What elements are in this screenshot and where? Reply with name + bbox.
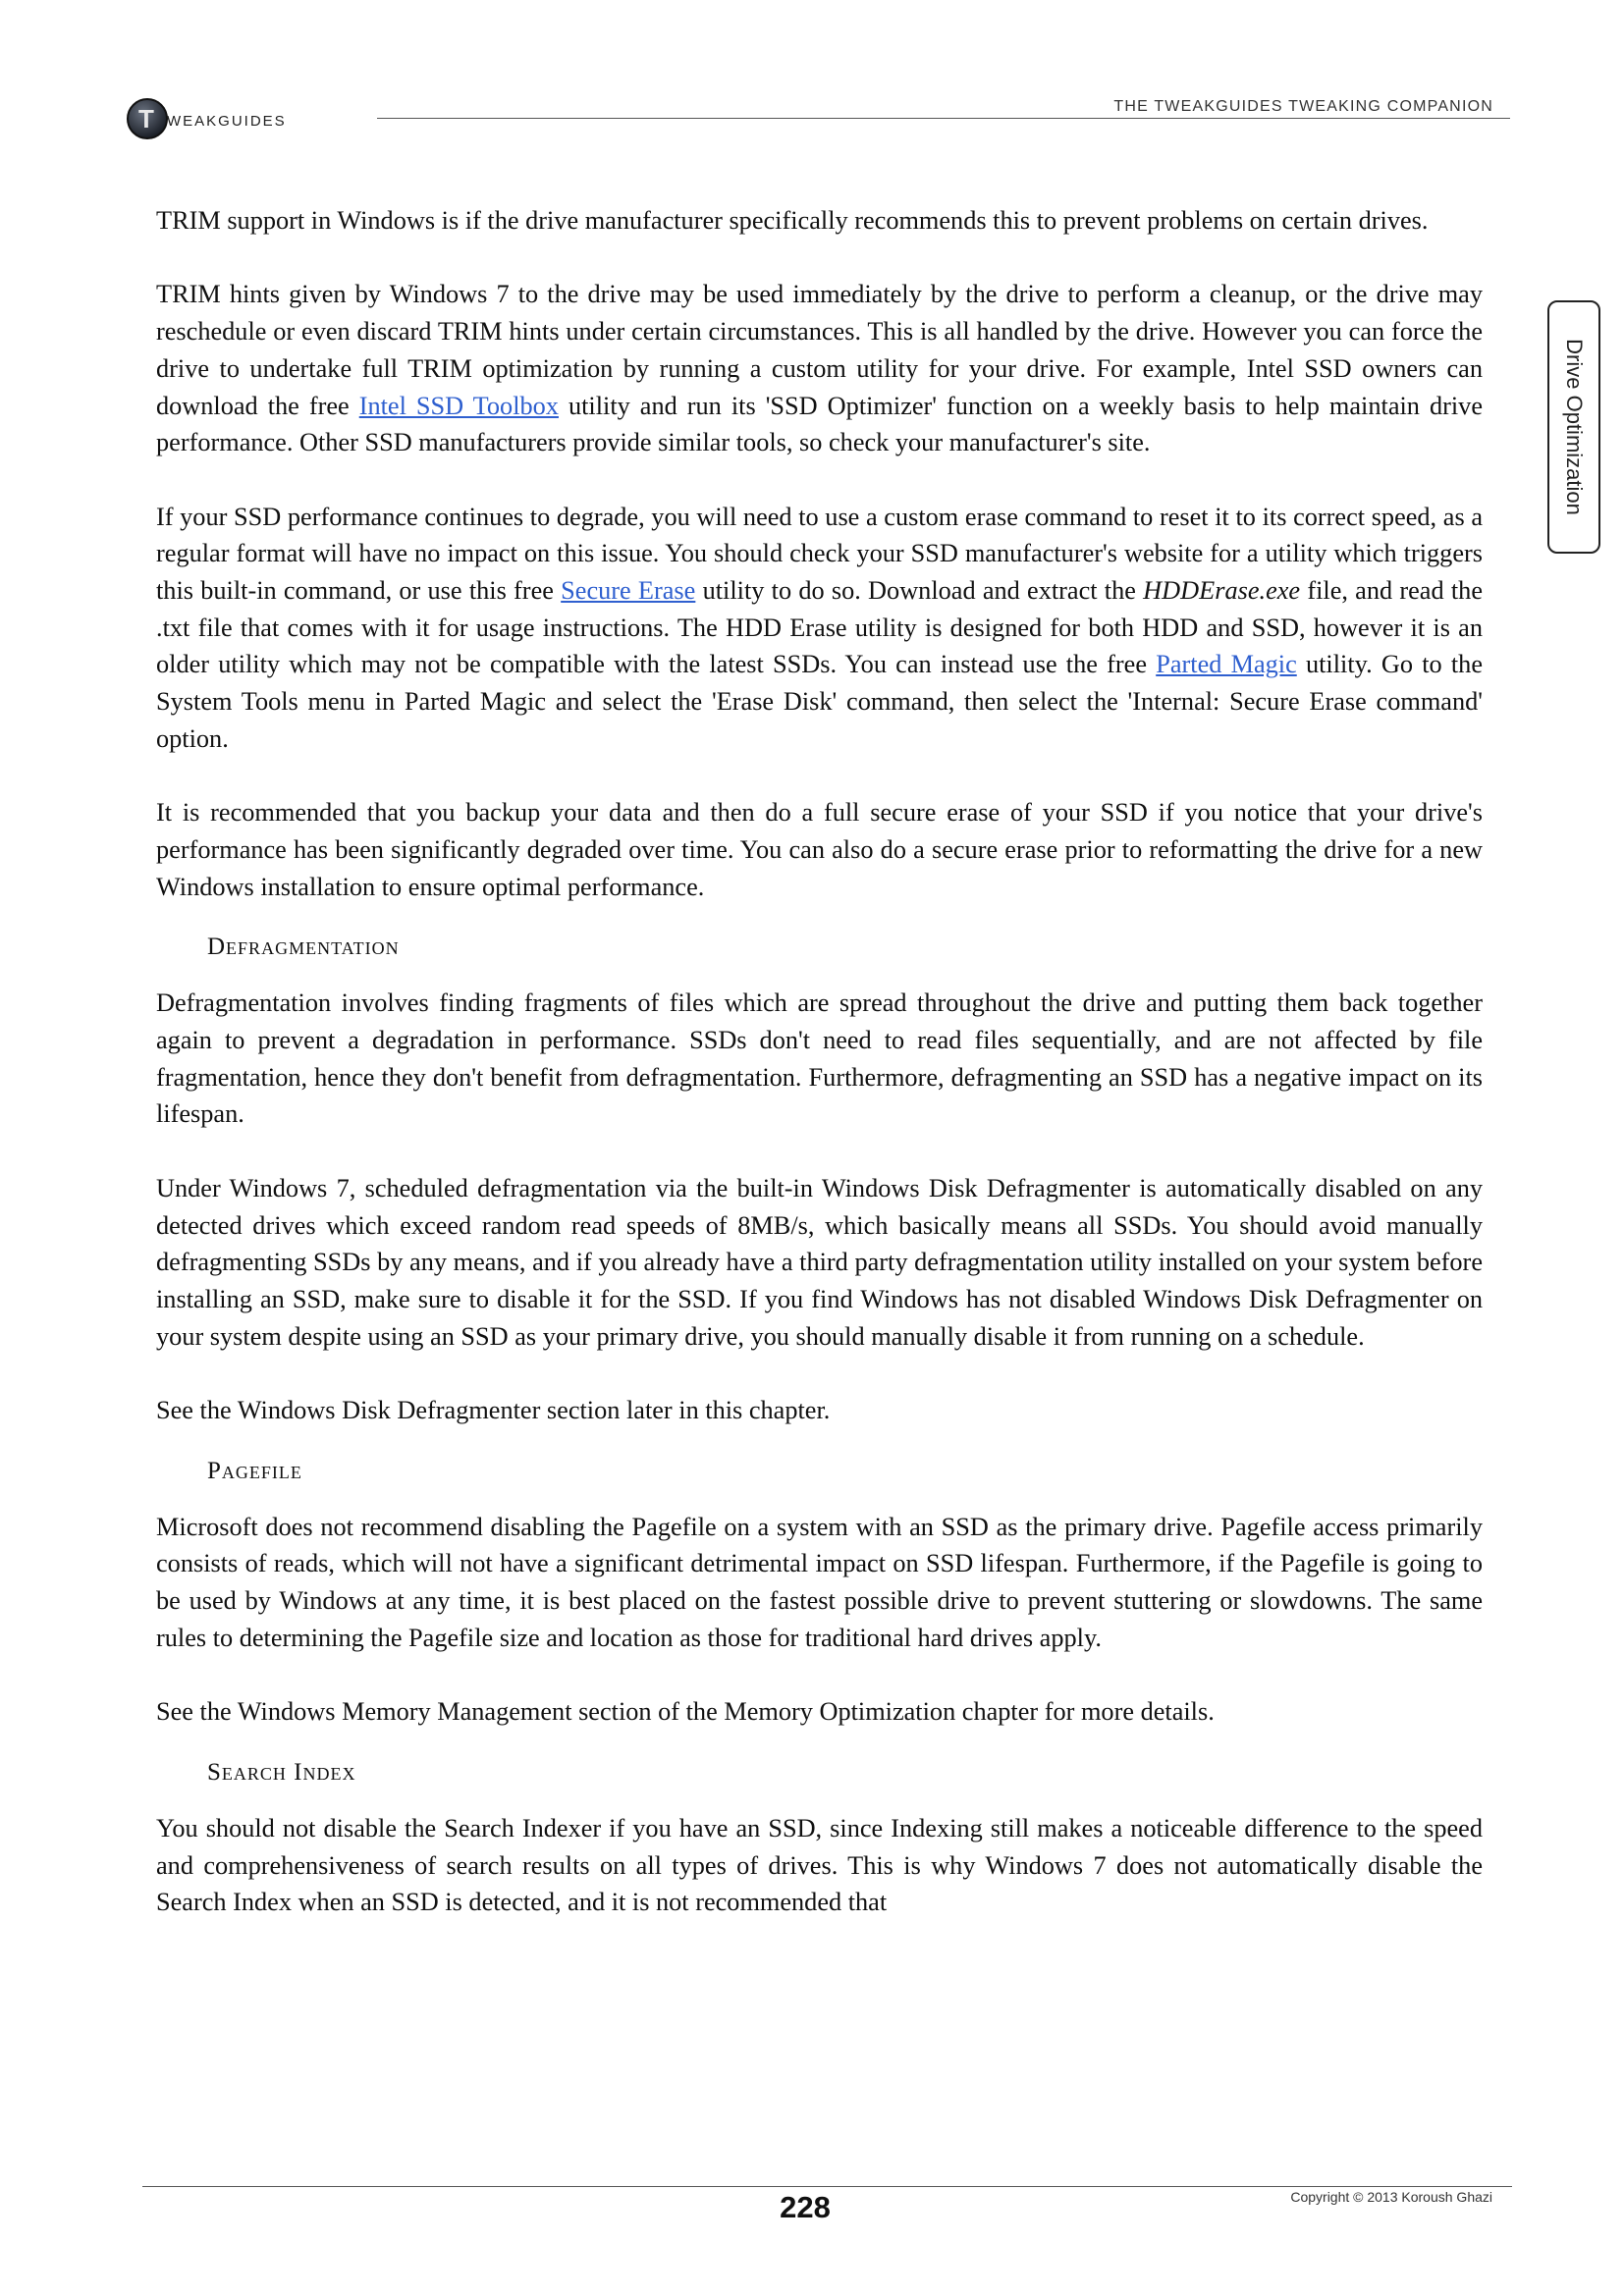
text-run: file, and read the .txt file that comes with it for usage instructions. The HDD Erase utility is designed for both HDD and SSD, however it is an older utility which may not be compatible with the latest SSDs. You can instead use the free [156, 576, 1483, 679]
logo-text: WEAKGUIDES [167, 113, 287, 130]
paragraph: TRIM support in Windows is if the drive manufacturer specifically recommends this to prevent problems on certain drives. [156, 206, 1429, 235]
chapter-side-tab-label: Drive Optimization [1562, 339, 1587, 515]
section-heading-pagefile: Pagefile [207, 1457, 302, 1484]
text-run: utility and run its 'SSD Optimizer' function on a weekly basis to help maintain drive performance. Other SSD manufacturers provide similar tools, so check your manufacturer's site. [156, 391, 1483, 457]
text-run: TRIM hints given by Windows 7 to the drive may be used immediately by the drive to perform a cleanup, or the drive may reschedule or even discard TRIM hints under certain circumstances. This is all handled by the drive. However you can force the drive to undertake full TRIM optimization by running a custom utility for your drive. For example, Intel SSD owners can download the free [156, 280, 1483, 420]
paragraph [156, 499, 1483, 758]
paragraph: You should not disable the Search Indexer if you have an SSD, since Indexing still makes a noticeable difference to the speed and comprehensiveness of search results on all types of drives. This is why Windows 7 does not automatically disable the Search Index when an SSD is detected, and it is not recommended that [156, 1813, 1483, 1917]
filename-text: HDDErase.exe [1143, 576, 1301, 605]
paragraph: It is recommended that you backup your data and then do a full secure erase of your SSD if you notice that your drive's performance has been significantly degraded over time. You can also do a secure erase prior to reformatting the drive for a new Windows installation to ensure optimal performance. [156, 798, 1483, 901]
copyright-notice: Copyright © 2013 Koroush Ghazi [1290, 2189, 1492, 2205]
header-rule [377, 118, 1510, 119]
paragraph [156, 276, 1483, 461]
paragraph: Defragmentation involves finding fragments of files which are spread throughout the drive and putting them back together again to prevent a degradation in performance. SSDs don't need to read files sequentially, and are not affected by file fragmentation, hence they don't benefit from defragmentation. Furthermore, defragmenting an SSD has a negative impact on its lifespan. [156, 988, 1483, 1129]
footer-rule [142, 2186, 1512, 2187]
page-content [156, 202, 1483, 1958]
text-run: utility. Go to the System Tools menu in Parted Magic and select the 'Erase Disk' command, then select the 'Internal: Secure Erase command' option. [156, 650, 1483, 753]
paragraph: Microsoft does not recommend disabling the Pagefile on a system with an SSD as the primary drive. Pagefile access primarily consists of reads, which will not have a significant detrimental impact on SSD lifespan. Furthermore, if the Pagefile is going to be used by Windows at any time, it is best placed on the fastest possible drive to prevent stuttering or slowdowns. The same rules to determining the Pagefile size and location as those for traditional hard drives apply. [156, 1512, 1483, 1652]
text-run: If your SSD performance continues to degrade, you will need to use a custom erase command to reset it to its correct speed, as a regular format will have no impact on this issue. You should check your SSD manufacturer's website for a utility which triggers this built-in command, or use this free [156, 502, 1483, 605]
paragraph: See the Windows Disk Defragmenter section later in this chapter. [156, 1396, 831, 1425]
section-heading-search-index: Search Index [207, 1758, 356, 1786]
intel-ssd-toolbox-link[interactable]: Intel SSD Toolbox [358, 391, 559, 420]
page-number: 228 [780, 2190, 831, 2224]
svg-text:T: T [138, 104, 154, 133]
secure-erase-link[interactable]: Secure Erase [561, 576, 696, 605]
header-title: THE TWEAKGUIDES TWEAKING COMPANION [1113, 98, 1493, 115]
chapter-side-tab [1547, 300, 1600, 554]
parted-magic-link[interactable]: Parted Magic [1156, 650, 1297, 679]
text-run: utility to do so. Download and extract the [695, 576, 1144, 605]
paragraph: See the Windows Memory Management section of the Memory Optimization chapter for more details. [156, 1697, 1215, 1727]
tweakguides-logo [126, 97, 371, 146]
paragraph: Under Windows 7, scheduled defragmentation via the built-in Windows Disk Defragmenter is automatically disabled on any detected drives which exceed random read speeds of 8MB/s, which basically means all SSDs. You should avoid manually defragmenting SSDs by any means, and if you already have a third party defragmentation utility installed on your system before installing an SSD, make sure to disable it for the SSD. If you find Windows has not disabled Windows Disk Defragmenter on your system despite using an SSD as your primary drive, you should manually disable it from running on a schedule. [156, 1173, 1483, 1351]
section-heading-defragmentation: Defragmentation [207, 934, 400, 961]
